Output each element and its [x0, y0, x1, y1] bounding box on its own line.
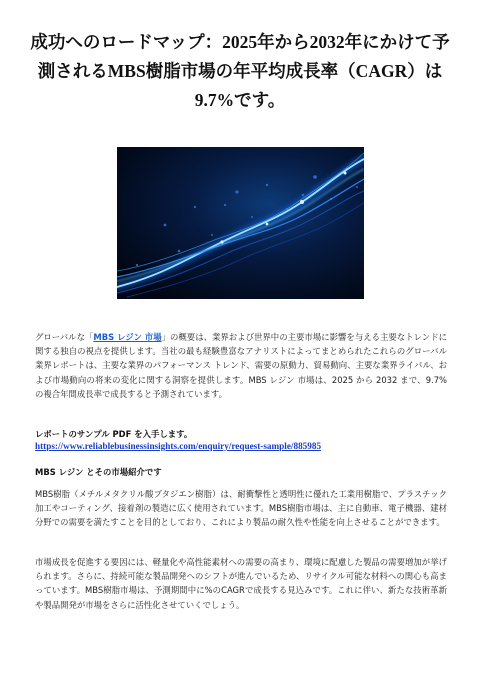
mbs-description-paragraph: MBS樹脂（メチルメタクリル酸ブタジエン樹脂）は、耐衝撃性と透明性に優れた工業用樹脂で、プラスチック加工やコーティング、接着剤の製造に広く使用されています。MBS樹脂市場は、主に自動車、電子機器、建材分野での需要を満たすことを目的としており、これにより製品の耐久性や性能を向上させることができます。 [35, 489, 447, 528]
rising-growth-curves-image [117, 147, 364, 299]
page-title: 成功へのロードマップ：2025年から2032年にかけて予測されるMBS樹脂市場の年平均成長率（CAGR）は9.7%です。 [30, 32, 450, 110]
sample-pdf-label: レポートのサンプル PDF を入手します。 [35, 429, 193, 439]
hero-image [117, 147, 364, 299]
market-growth-paragraph: 市場成長を促進する要因には、軽量化や高性能素材への需要の高まり、環境に配慮した製品の需要増加が挙げられます。さらに、持続可能な製品開発へのシフトが進んでいるため、リサイクル可能な材料への関心も高まっています。MBS樹脂市場は、予測期間中に%のCAGRで成長する見込みです。これに伴い、新たな技術革新や製品開発が市場をさらに活性化させていくでしょう。 [35, 557, 447, 610]
intro-prefix: グローバルな「 [35, 332, 94, 342]
market-keyword-link[interactable]: MBS レジン 市場 [93, 332, 162, 342]
intro-suffix: 」の概要は、業界および世界中の主要市場に影響を与える主要なトレンドに関する独自の視点を提供します。当社の最も経験豊富なアナリストによってまとめられたこれらのグローバル業界レポートは、主要な業界のパフォーマンス トレンド、需要の原動力、貿易動向、主要な業界ライバル、および市場動向の将来の変化に関する洞察を提供します。MBS レジン 市場は、2025 から 2032 まで、9.7% の複合年間成長率で成長すると予測されています。 [35, 332, 447, 399]
sample-request-link[interactable]: https://www.reliablebusinessinsights.com/enquiry/request-sample/885985 [35, 441, 322, 451]
intro-paragraph [35, 330, 447, 401]
section-heading: MBS レジン とその市場紹介です [35, 467, 162, 477]
